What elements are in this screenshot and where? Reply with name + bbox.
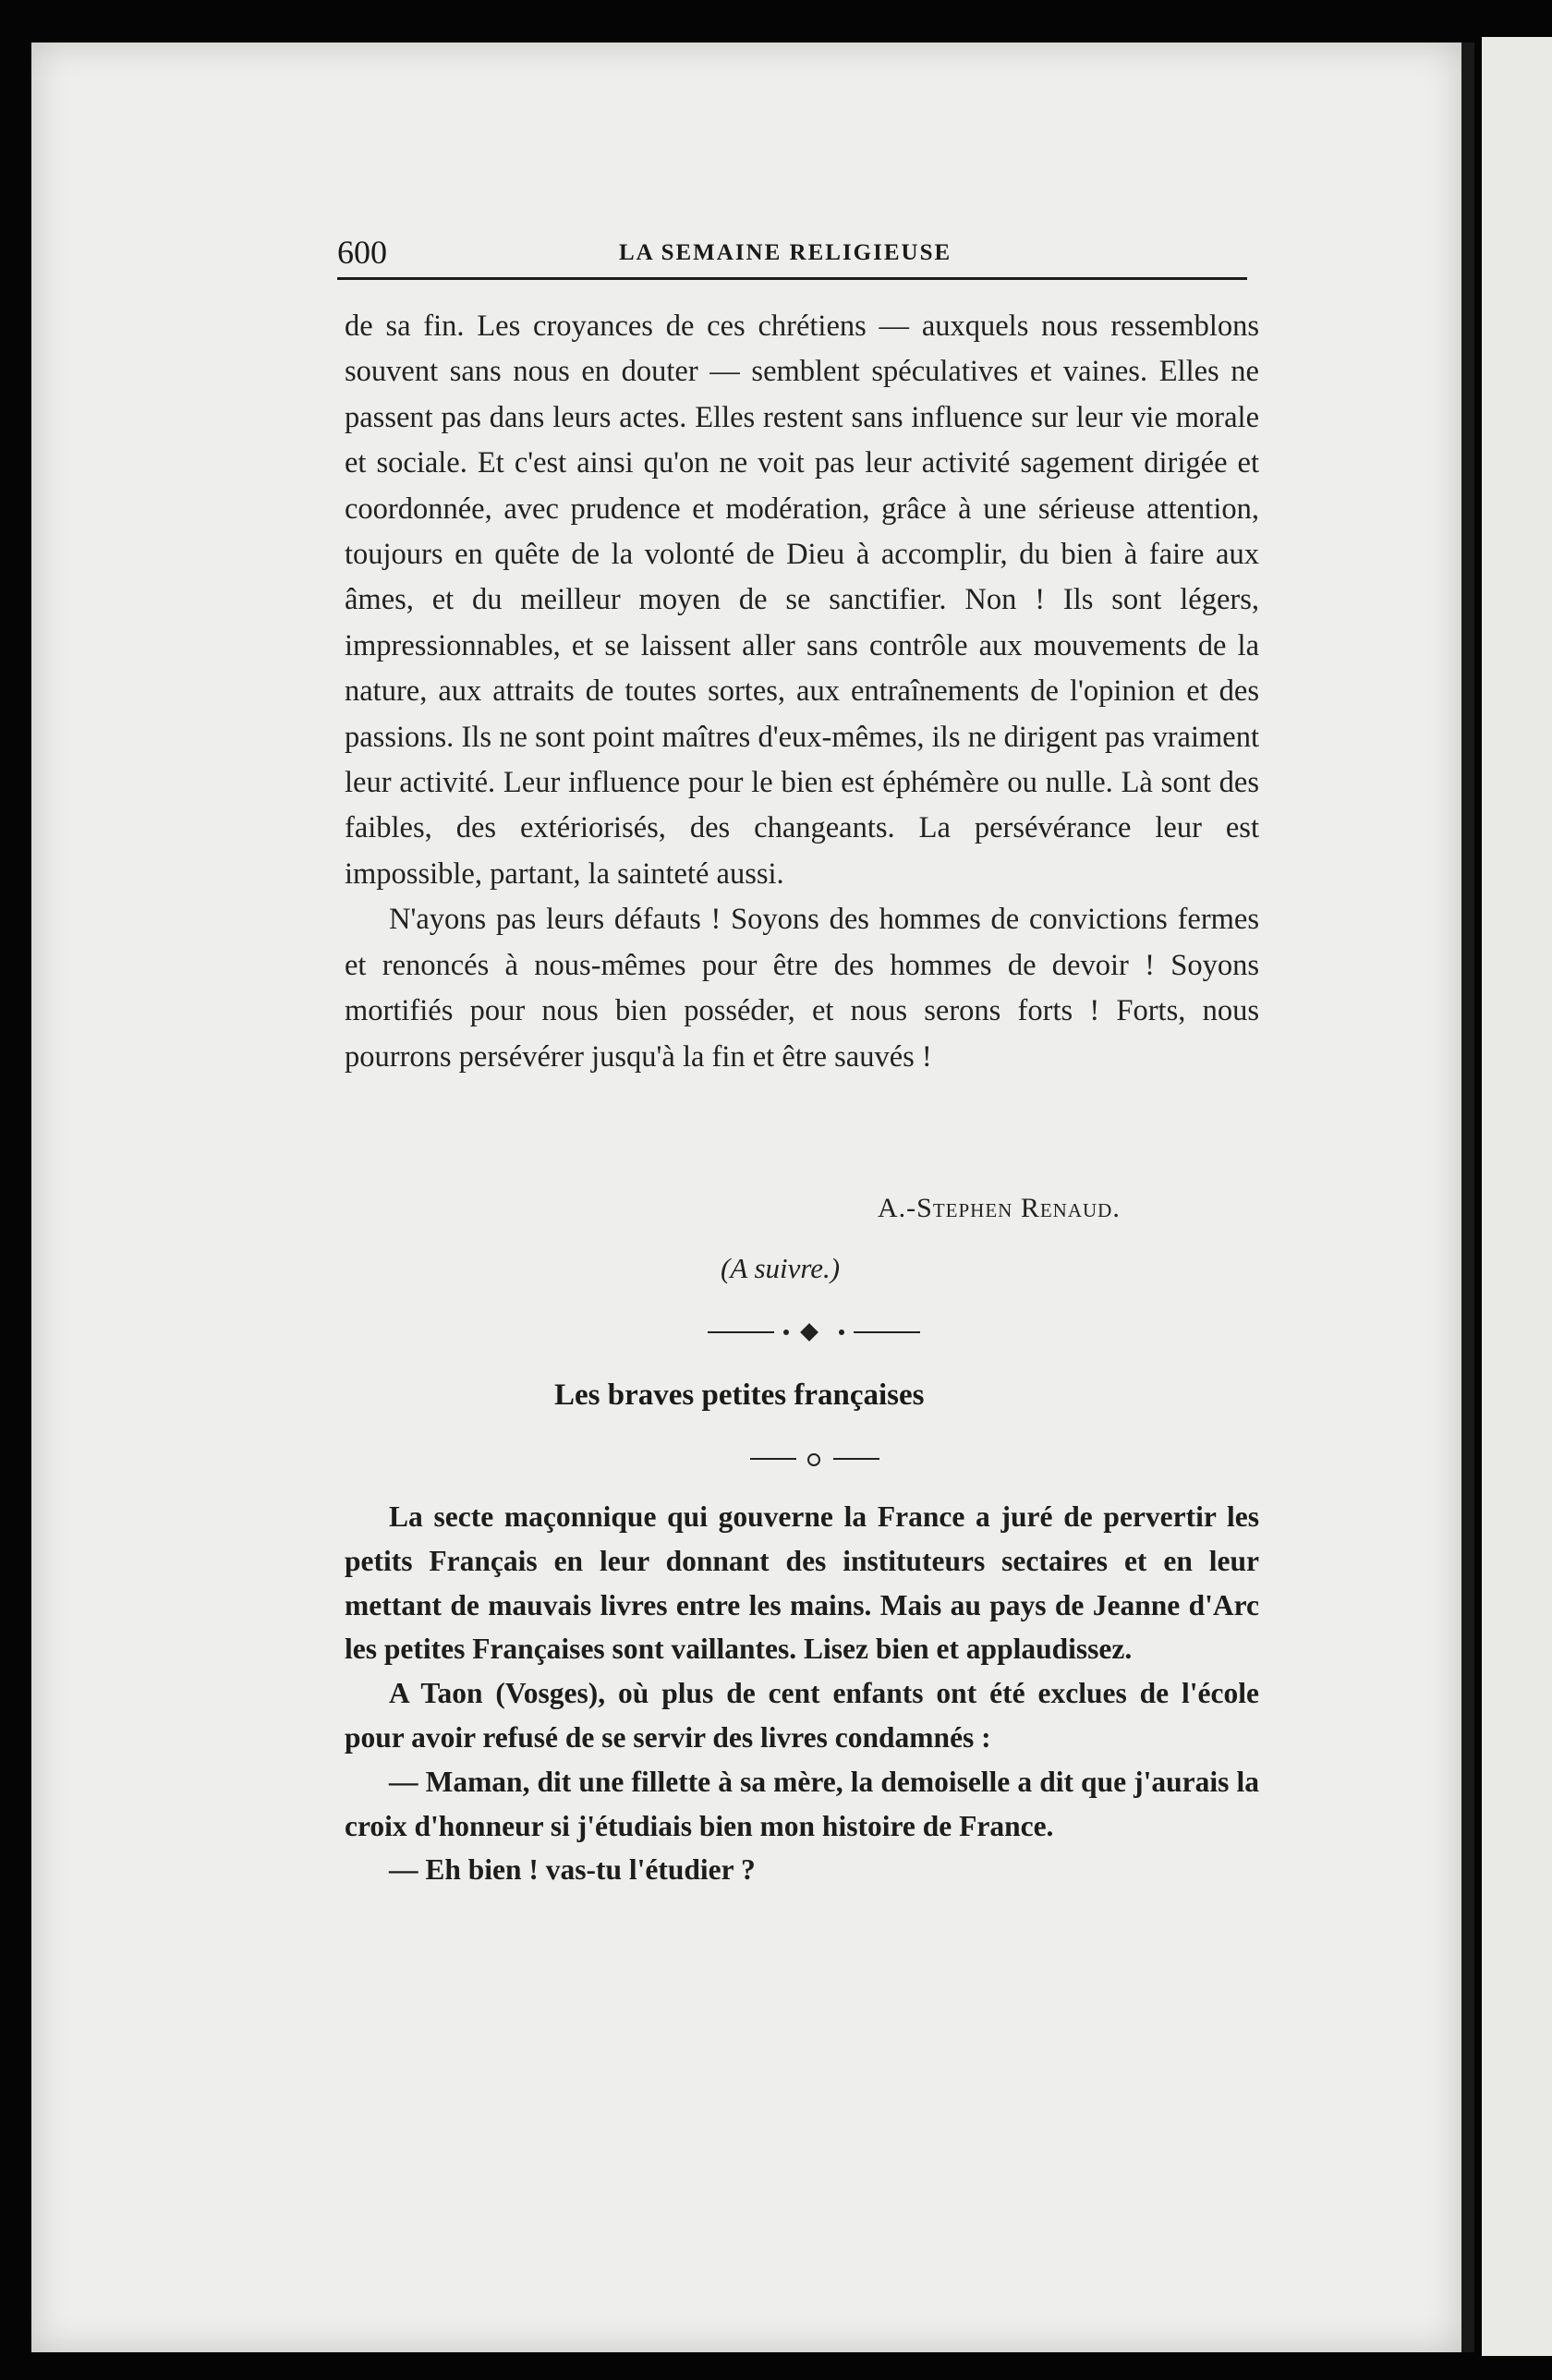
divider-dot	[839, 1330, 844, 1335]
paragraph: de sa fin. Les croyances de ces chrétiens — auxquels nous ressemblons souvent sans nous en douter — semblent spéculatives et vaines. Elles ne passent pas dans leurs actes. Elles restent sans influence sur leur vie morale et sociale. Et c'est ainsi qu'on ne voit pas leur activité sagement dirigée et coordonnée, avec prudence et modération, grâce à une sérieuse attention, toujours en quête de la volonté de Dieu à accomplir, du bien à faire aux âmes, et du meilleur moyen de se sanctifier. Non ! Ils sont légers, impressionnables, et se laissent aller sans contrôle aux mouvements de la nature, aux attraits de toutes sortes, aux entraînements de l'opinion et des passions. Ils ne sont point maîtres d'eux-mêmes, ils ne dirigent pas vraiment leur activité. Leur influence pour le bien est éphémère ou nulle. Là sont des faibles, des extériorisés, des changeants. La persévérance leur est impossible, partant, la sainteté aussi.	[345, 310, 1259, 891]
divider-dot	[783, 1330, 789, 1335]
paragraph: — Eh bien ! vas-tu l'étudier ?	[389, 1853, 756, 1887]
header-rule	[337, 277, 1247, 280]
paragraph: N'ayons pas leurs défauts ! Soyons des hommes de convictions fermes et renoncés à nous-mêmes pour être des hommes de devoir ! Soyons mortifiés pour nous bien posséder, et nous serons forts ! Forts, nous pourrons persévérer jusqu'à la fin et être sauvés !	[345, 903, 1259, 1074]
ornament-line	[750, 1458, 796, 1460]
divider-line	[708, 1331, 774, 1333]
paragraph: A Taon (Vosges), où plus de cent enfants ont été exclues de l'école pour avoir refusé de se servir des livres condamnés :	[345, 1677, 1259, 1754]
page-number: 600	[337, 234, 387, 271]
paragraph: La secte maçonnique qui gouverne la France a juré de pervertir les petits Français en leur donnant des instituteurs sectaires et en leur mettant de mauvais livres entre les mains. Mais au pays de Jeanne d'Arc les petites Françaises sont vaillantes. Lisez bien et applaudissez.	[345, 1500, 1259, 1666]
author-signature: A.-Stephen Renaud.	[878, 1193, 1121, 1223]
article-body	[345, 1495, 1259, 1892]
ornament-circle	[807, 1453, 820, 1466]
to-be-continued-note: (A suivre.)	[721, 1252, 841, 1284]
page-edge-shadow	[1461, 42, 1474, 2352]
divider-diamond	[800, 1323, 818, 1342]
facing-page-margin	[1482, 37, 1552, 2356]
running-title: LA SEMAINE RELIGIEUSE	[619, 240, 952, 265]
article-title: Les braves petites françaises	[554, 1378, 925, 1412]
paragraph: — Maman, dit une fillette à sa mère, la demoiselle a dit que j'aurais la croix d'honneur si j'étudiais bien mon histoire de France.	[345, 1765, 1259, 1842]
title-ornament	[750, 1448, 879, 1466]
page-header	[337, 233, 1247, 279]
article-continuation	[345, 304, 1259, 1080]
ornament-line	[833, 1458, 879, 1460]
section-divider-ornament	[708, 1325, 920, 1340]
divider-line	[854, 1331, 920, 1333]
